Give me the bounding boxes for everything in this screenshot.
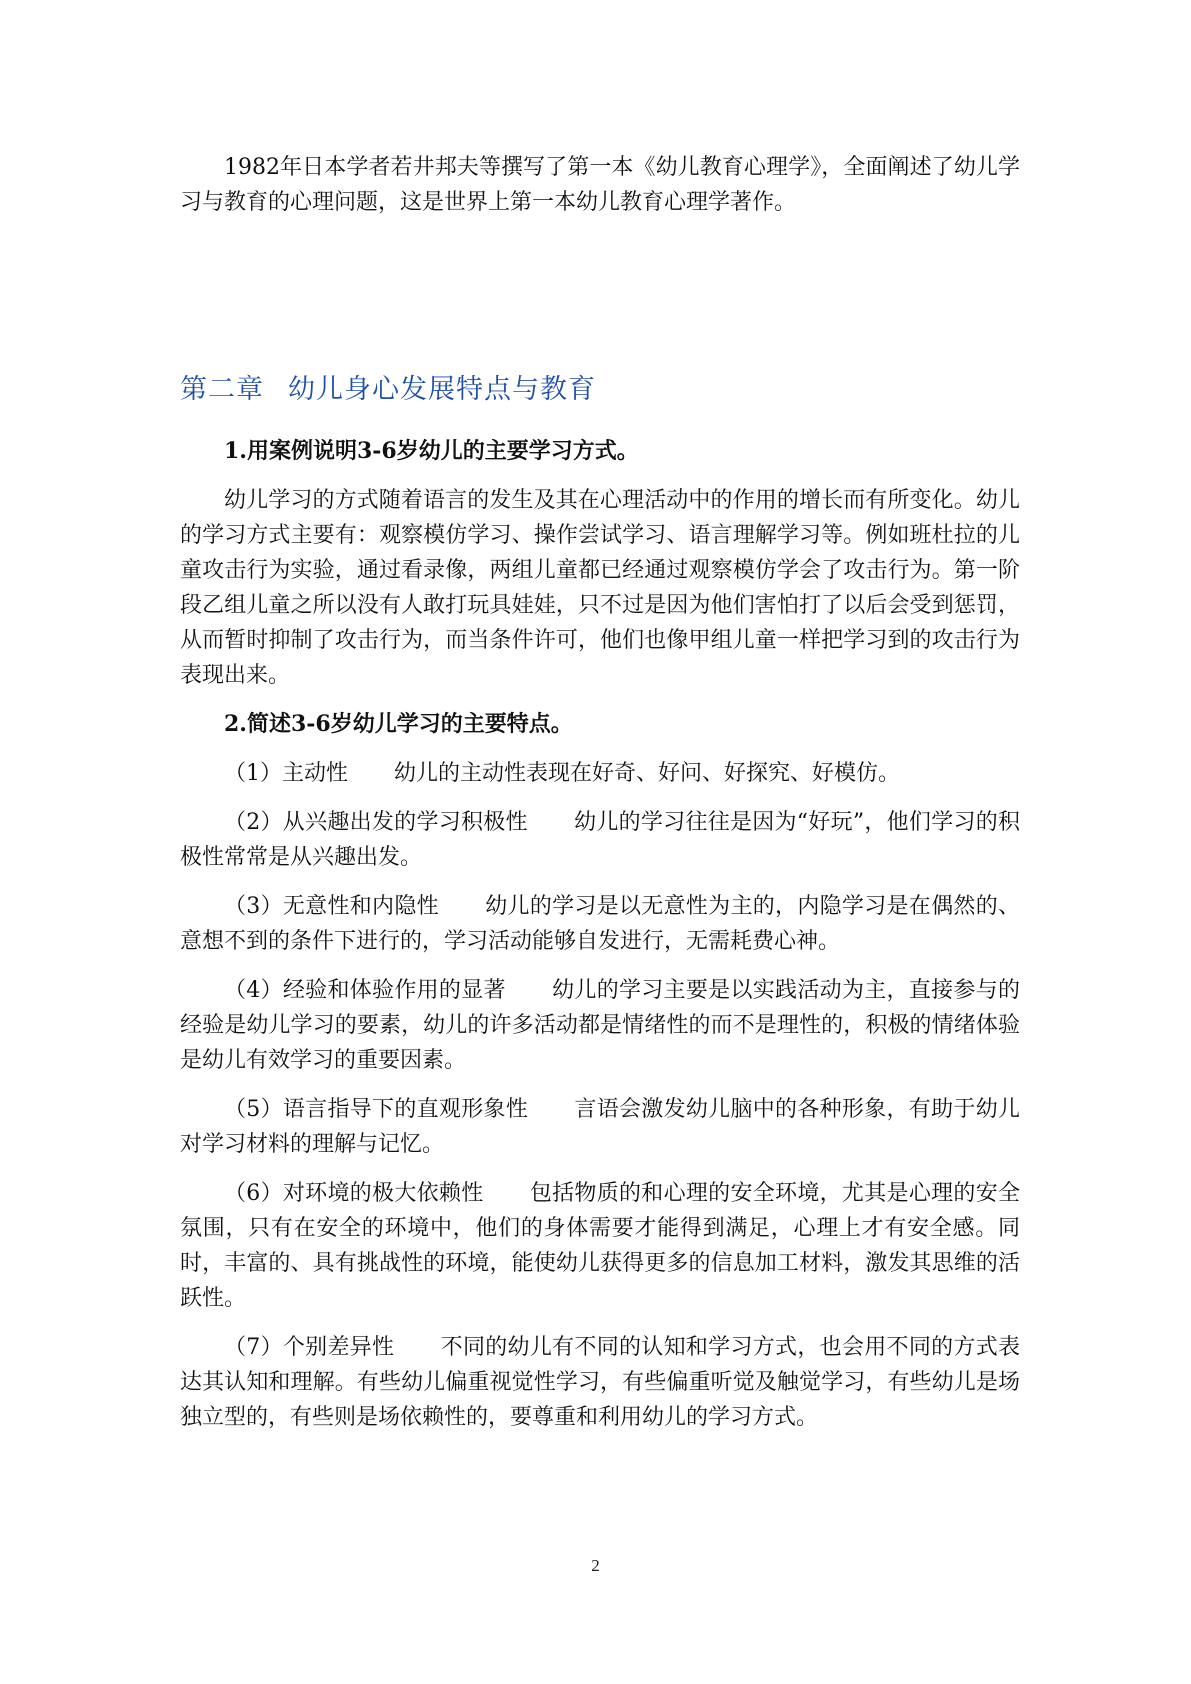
characteristic-item [180, 1176, 1020, 1316]
question-1-title: 1.用案例说明3-6岁幼儿的主要学习方式。 [224, 438, 639, 464]
characteristic-item [180, 973, 1020, 1078]
characteristic-text: 幼儿的学习是以无意性为主的，内隐学习是在偶然的、意想不到的条件下进行的，学习活动能够自发进行，无需耗费心神。 [180, 894, 1020, 954]
learning-characteristics-list [180, 756, 1020, 1435]
chapter-heading [180, 370, 1020, 410]
characteristic-label: （6）对环境的极大依赖性 [224, 1181, 484, 1206]
characteristic-label: （7）个别差异性 [224, 1335, 395, 1360]
characteristic-label: （5）语言指导下的直观形象性 [224, 1097, 529, 1122]
characteristic-label: （3）无意性和内隐性 [224, 894, 439, 919]
characteristic-item [180, 756, 1020, 791]
characteristic-item [180, 1092, 1020, 1162]
characteristic-text: 幼儿的学习往往是因为“好玩”，他们学习的积极性常常是从兴趣出发。 [180, 810, 1021, 870]
page-content [180, 140, 1020, 1449]
chapter-number: 第二章 [180, 374, 264, 405]
characteristic-item [180, 889, 1020, 959]
page-number: 2 [591, 1556, 600, 1575]
characteristic-label: （2）从兴趣出发的学习积极性 [224, 810, 528, 835]
characteristic-label: （1）主动性 [224, 761, 348, 786]
characteristic-text: 不同的幼儿有不同的认知和学习方式，也会用不同的方式表达其认知和理解。有些幼儿偏重视觉性学习，有些偏重听觉及触觉学习，有些幼儿是场独立型的，有些则是场依赖性的，要尊重和利用幼儿的学习方式。 [180, 1335, 1020, 1430]
characteristic-label: （4）经验和体验作用的显著 [224, 978, 506, 1003]
characteristic-text: 幼儿的学习主要是以实践活动为主，直接参与的经验是幼儿学习的要素，幼儿的许多活动都是情绪性的而不是理性的，积极的情绪体验是幼儿有效学习的重要因素。 [180, 978, 1020, 1073]
characteristic-item [180, 805, 1020, 875]
characteristic-text: 言语会激发幼儿脑中的各种形象，有助于幼儿对学习材料的理解与记忆。 [180, 1097, 1020, 1157]
characteristic-text: 包括物质的和心理的安全环境，尤其是心理的安全氛围，只有在安全的环境中，他们的身体需要才能得到满足，心理上才有安全感。同时，丰富的、具有挑战性的环境，能使幼儿获得更多的信息加工材料，激发其思维的活跃性。 [180, 1181, 1020, 1311]
characteristic-text: 幼儿的主动性表现在好奇、好问、好探究、好模仿。 [394, 761, 901, 786]
characteristic-item [180, 1330, 1020, 1435]
intro-paragraph: 1982年日本学者若井邦夫等撰写了第一本《幼儿教育心理学》，全面阐述了幼儿学习与教育的心理问题，这是世界上第一本幼儿教育心理学著作。 [180, 155, 1020, 215]
chapter-title: 幼儿身心发展特点与教育 [288, 374, 596, 405]
question-2-title: 2.简述3-6岁幼儿学习的主要特点。 [224, 711, 573, 737]
question-1-answer: 幼儿学习的方式随着语言的发生及其在心理活动中的作用的增长而有所变化。幼儿的学习方式主要有：观察模仿学习、操作尝试学习、语言理解学习等。例如班杜拉的儿童攻击行为实验，通过看录像，两组儿童都已经通过观察模仿学会了攻击行为。第一阶段乙组儿童之所以没有人敢打玩具娃娃，只不过是因为他们害怕打了以后会受到惩罚，从而暂时抑制了攻击行为，而当条件许可，他们也像甲组儿童一样把学习到的攻击行为表现出来。 [180, 488, 1020, 688]
